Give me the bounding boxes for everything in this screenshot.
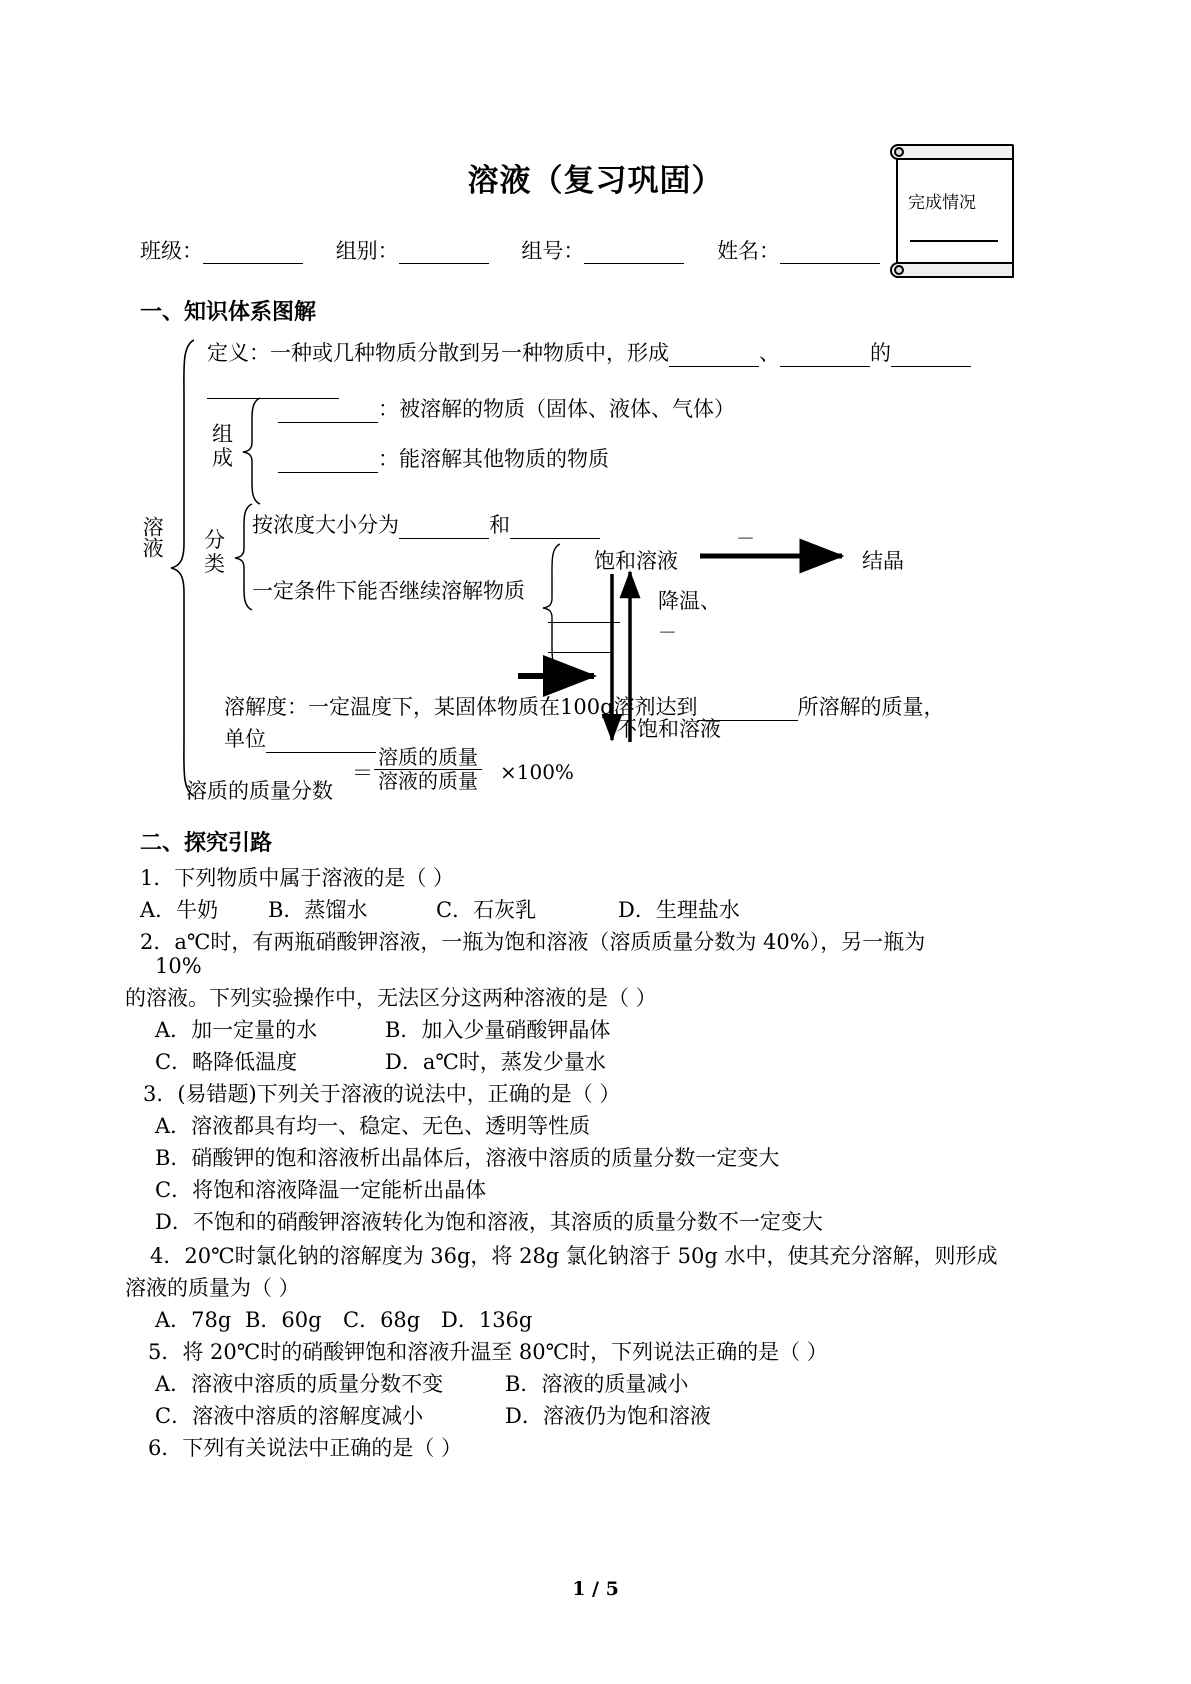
definition-blank-1[interactable] bbox=[669, 340, 759, 367]
definition-sep: 、 bbox=[759, 341, 780, 365]
fraction-numerator: 溶质的质量 bbox=[378, 745, 478, 769]
definition-blank-3[interactable] bbox=[891, 340, 971, 367]
class-blank[interactable] bbox=[203, 239, 303, 264]
q2-option-d[interactable]: D．a℃时，蒸发少量水 bbox=[385, 1050, 606, 1074]
page-number-footer: 1 / 5 bbox=[572, 1578, 619, 1600]
conversion-blank-2[interactable] bbox=[548, 626, 610, 653]
q1-option-b[interactable]: B．蒸馏水 bbox=[268, 898, 368, 922]
q4-option-c[interactable]: C．68g bbox=[343, 1308, 421, 1332]
question-4-stem-line1: 4．20℃时氯化钠的溶解度为 36g，将 28g 氯化钠溶于 50g 水中，使其充分溶解，则形成 bbox=[150, 1244, 998, 1268]
question-1-stem: 1．下列物质中属于溶液的是（ ） bbox=[140, 866, 455, 890]
class-field bbox=[140, 239, 303, 263]
solubility-unit-blank[interactable] bbox=[266, 726, 376, 753]
q4-option-b[interactable]: B．60g bbox=[245, 1308, 322, 1332]
q1-option-a[interactable]: A．牛奶 bbox=[140, 898, 219, 922]
solubility-unit-lead: 单位 bbox=[224, 727, 266, 751]
section-heading-two: 二、探究引路 bbox=[140, 830, 273, 856]
q5-option-b[interactable]: B．溶液的质量减小 bbox=[505, 1372, 689, 1396]
completion-status-label: 完成情况 bbox=[908, 193, 976, 213]
question-4-options bbox=[155, 1304, 532, 1334]
solubility-solvent: 溶剂 bbox=[613, 695, 656, 719]
number-field bbox=[521, 239, 684, 263]
composition-item-1-text: ：被溶解的物质（固体、液体、气体） bbox=[378, 397, 735, 421]
mass-fraction-multiplier: ×100% bbox=[500, 760, 574, 784]
definition-mid: 的 bbox=[870, 341, 891, 365]
conversion-blank-1[interactable] bbox=[548, 596, 620, 623]
number-label: 组号： bbox=[521, 239, 585, 263]
composition-item-1 bbox=[278, 396, 735, 423]
q1-option-d[interactable]: D．生理盐水 bbox=[618, 898, 740, 922]
q5-option-c[interactable]: C．溶液中溶质的溶解度减小 bbox=[155, 1404, 424, 1428]
unsaturated-solution-label: 不饱和溶液 bbox=[616, 717, 721, 741]
classification-item-1-mid: 和 bbox=[489, 513, 510, 537]
classification-label-line2: 类 bbox=[204, 552, 225, 577]
q2-option-a[interactable]: A．加一定量的水 bbox=[155, 1018, 318, 1042]
question-2-stem-line3: 的溶液。下列实验操作中，无法区分这两种溶液的是（ ） bbox=[125, 986, 657, 1010]
composition-item-2-text: ：能溶解其他物质的物质 bbox=[378, 447, 609, 471]
dilute-blank[interactable] bbox=[510, 512, 600, 539]
q5-option-a[interactable]: A．溶液中溶质的质量分数不变 bbox=[155, 1372, 444, 1396]
q3-option-c[interactable]: C．将饱和溶液降温一定能析出晶体 bbox=[155, 1178, 487, 1202]
solubility-amount: 100g bbox=[560, 695, 614, 719]
question-2-options-row2 bbox=[155, 1046, 606, 1076]
diagram-root-label: 溶液 bbox=[140, 516, 165, 558]
completion-status-scroll bbox=[890, 140, 1020, 280]
group-label: 组别： bbox=[335, 239, 399, 263]
solubility-definition-line bbox=[224, 694, 945, 721]
name-field bbox=[717, 239, 880, 263]
fraction-denominator: 溶液的质量 bbox=[374, 769, 482, 793]
scroll-body bbox=[896, 150, 1014, 278]
cooling-dash-annotation: － bbox=[658, 622, 678, 644]
q3-option-d[interactable]: D．不饱和的硝酸钾溶液转化为饱和溶液，其溶质的质量分数不一定变大 bbox=[155, 1210, 823, 1234]
question-2-stem-line1: 2．a℃时，有两瓶硝酸钾溶液，一瓶为饱和溶液（溶质质量分数为 40%），另一瓶为 bbox=[140, 930, 926, 954]
question-1-options bbox=[140, 894, 740, 924]
classification-label-line1: 分 bbox=[204, 528, 225, 552]
solubility-tail: 所溶解的质量， bbox=[797, 695, 945, 719]
classification-label bbox=[204, 528, 225, 576]
composition-brace bbox=[240, 396, 264, 506]
q2-option-c[interactable]: C．略降低温度 bbox=[155, 1050, 298, 1074]
saturated-solution-label: 饱和溶液 bbox=[594, 549, 678, 573]
composition-item-2 bbox=[278, 446, 609, 473]
solute-blank[interactable] bbox=[278, 396, 378, 423]
composition-label-line1: 组 bbox=[212, 422, 233, 446]
solubility-mid: 达到 bbox=[655, 695, 698, 719]
class-label: 班级： bbox=[140, 239, 203, 263]
number-blank[interactable] bbox=[584, 239, 684, 264]
question-5-options-row1 bbox=[155, 1368, 688, 1398]
conversion-blank-1-row bbox=[548, 596, 620, 623]
q4-option-d[interactable]: D．136g bbox=[441, 1308, 533, 1332]
question-6-stem: 6．下列有关说法中正确的是（ ） bbox=[148, 1436, 463, 1460]
classification-item-1-lead: 按浓度大小分为 bbox=[252, 513, 399, 537]
definition-lead: 定义：一种或几种物质分散到另一种物质中，形成 bbox=[207, 341, 669, 365]
q4-option-a[interactable]: A．78g bbox=[155, 1308, 232, 1332]
scroll-top-roll-icon bbox=[890, 144, 1014, 160]
q1-option-c[interactable]: C．石灰乳 bbox=[436, 898, 537, 922]
outer-brace bbox=[168, 338, 198, 798]
mass-fraction-label: 溶质的质量分数 bbox=[186, 779, 333, 803]
question-5-stem: 5．将 20℃时的硝酸钾饱和溶液升温至 80℃时，下列说法正确的是（ ） bbox=[148, 1340, 828, 1364]
classification-item-1 bbox=[252, 512, 600, 539]
q5-option-d[interactable]: D．溶液仍为饱和溶液 bbox=[505, 1404, 711, 1428]
mass-fraction-fraction bbox=[374, 746, 482, 793]
section-heading-one: 一、知识体系图解 bbox=[140, 299, 317, 325]
classification-item-2: 一定条件下能否继续溶解物质 bbox=[252, 579, 525, 603]
question-2-options-row1 bbox=[155, 1014, 610, 1044]
solubility-unit-line bbox=[224, 726, 376, 753]
crystallization-label: 结晶 bbox=[862, 549, 904, 573]
top-arrow-annotation: － bbox=[736, 528, 756, 550]
q3-option-b[interactable]: B．硝酸钾的饱和溶液析出晶体后，溶液中溶质的质量分数一定变大 bbox=[155, 1146, 780, 1170]
name-blank[interactable] bbox=[780, 239, 880, 264]
question-2-stem-line2: 10% bbox=[155, 954, 202, 978]
student-info-line bbox=[140, 235, 906, 265]
composition-label-line2: 成 bbox=[212, 446, 233, 471]
conversion-blank-2-row bbox=[548, 626, 610, 653]
scroll-bottom-roll-icon bbox=[890, 262, 1014, 278]
cooling-label: 降温、 bbox=[658, 589, 721, 613]
solubility-blank[interactable] bbox=[698, 694, 798, 721]
completion-status-writeline bbox=[910, 240, 998, 242]
definition-line bbox=[207, 340, 971, 367]
composition-label bbox=[212, 422, 233, 470]
solubility-lead: 溶解度：一定温度下，某固体物质在 bbox=[224, 695, 560, 719]
solvent-blank[interactable] bbox=[278, 446, 378, 473]
group-blank[interactable] bbox=[399, 239, 489, 264]
definition-blank-2[interactable] bbox=[780, 340, 870, 367]
question-4-stem-line2: 溶液的质量为（ ） bbox=[125, 1276, 300, 1300]
mass-fraction-equals: ＝ bbox=[352, 761, 373, 785]
name-label: 姓名： bbox=[717, 239, 781, 263]
q3-option-a[interactable]: A．溶液都具有均一、稳定、无色、透明等性质 bbox=[155, 1114, 591, 1138]
question-5-options-row2 bbox=[155, 1400, 711, 1430]
concentrated-blank[interactable] bbox=[399, 512, 489, 539]
q2-option-b[interactable]: B．加入少量硝酸钾晶体 bbox=[385, 1018, 611, 1042]
page-title: 溶液（复习巩固） bbox=[467, 163, 724, 199]
question-3-stem: 3．(易错题)下列关于溶液的说法中，正确的是（ ） bbox=[143, 1082, 621, 1106]
group-field bbox=[336, 239, 489, 263]
